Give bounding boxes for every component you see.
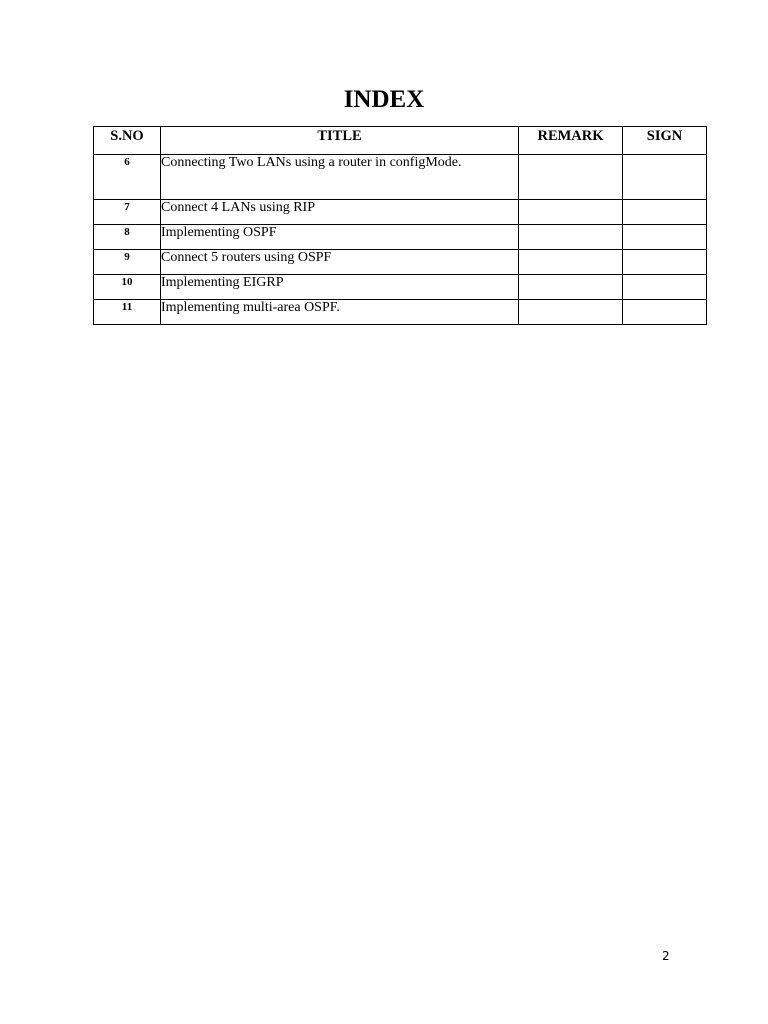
- cell-sign: [623, 225, 707, 250]
- table-row: [94, 275, 707, 300]
- page-number: 2: [662, 949, 670, 963]
- header-title: TITLE: [161, 127, 519, 155]
- cell-sno: 10: [94, 275, 161, 300]
- cell-sno: 8: [94, 225, 161, 250]
- cell-sign: [623, 200, 707, 225]
- cell-remark: [519, 275, 623, 300]
- cell-sno: 6: [94, 155, 161, 200]
- page-title: INDEX: [343, 86, 425, 113]
- cell-sign: [623, 300, 707, 325]
- cell-title: Implementing OSPF: [161, 225, 519, 250]
- cell-sno: 9: [94, 250, 161, 275]
- cell-sno: 7: [94, 200, 161, 225]
- cell-title: Connect 5 routers using OSPF: [161, 250, 519, 275]
- table-row: [94, 225, 707, 250]
- header-sno: S.NO: [94, 127, 161, 155]
- cell-title: Connecting Two LANs using a router in configMode.: [161, 155, 519, 200]
- index-table: [93, 126, 707, 325]
- table-row: [94, 155, 707, 200]
- cell-title: Implementing multi-area OSPF.: [161, 300, 519, 325]
- cell-remark: [519, 300, 623, 325]
- cell-sno: 11: [94, 300, 161, 325]
- header-remark: REMARK: [519, 127, 623, 155]
- table-row: [94, 200, 707, 225]
- cell-remark: [519, 225, 623, 250]
- cell-sign: [623, 275, 707, 300]
- cell-sign: [623, 155, 707, 200]
- cell-title: Implementing EIGRP: [161, 275, 519, 300]
- cell-title: Connect 4 LANs using RIP: [161, 200, 519, 225]
- header-sign: SIGN: [623, 127, 707, 155]
- table-row: [94, 300, 707, 325]
- table-header-row: [94, 127, 707, 155]
- cell-remark: [519, 200, 623, 225]
- table-row: [94, 250, 707, 275]
- cell-remark: [519, 155, 623, 200]
- cell-sign: [623, 250, 707, 275]
- cell-remark: [519, 250, 623, 275]
